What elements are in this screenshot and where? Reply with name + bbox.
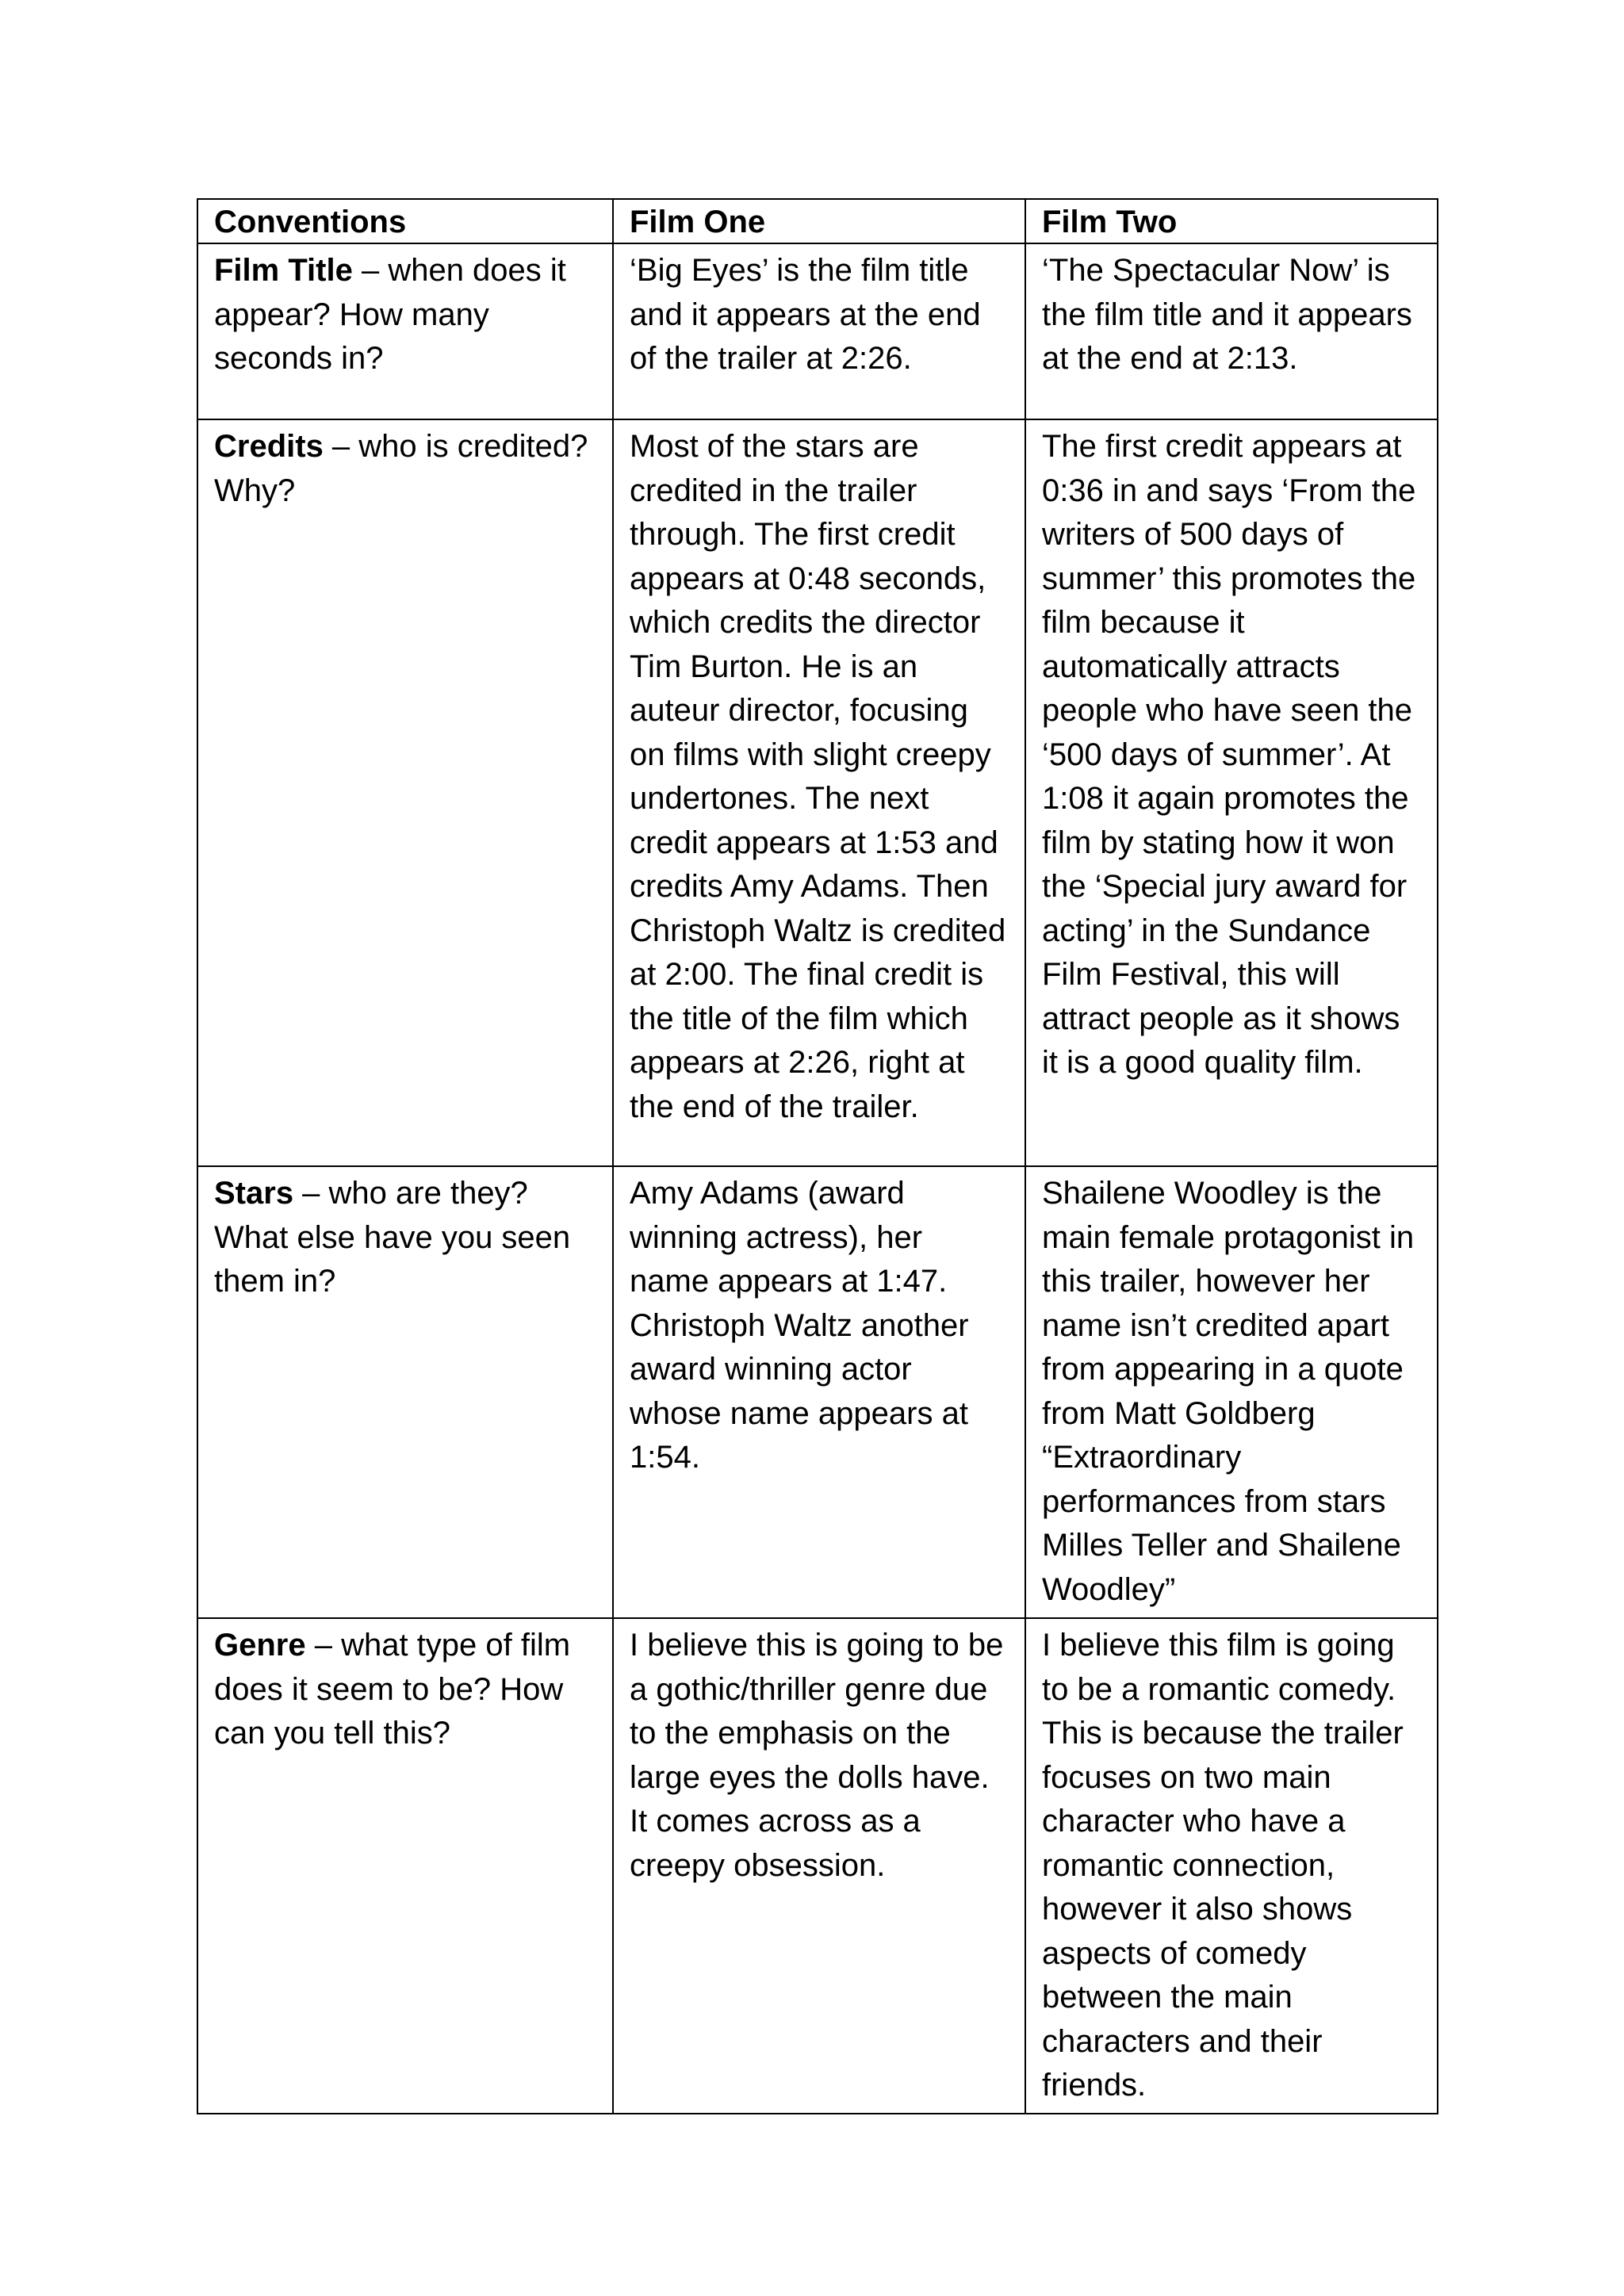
film-two-cell: The first credit appears at 0:36 in and says ‘From the writers of 500 days of summer’ this promotes the film because it automatically attracts people who have seen the ‘500 days of summer’. At 1:08 it again promotes the film by stating how it won the ‘Special jury award for acting’ in the Sundance Film Festival, this will attract people as it shows it is a good quality film. [1025,419,1438,1166]
table-row-credits [197,419,1438,1166]
header-film-one: Film One [613,199,1025,243]
film-two-cell: ‘The Spectacular Now’ is the film title and it appears at the end at 2:13. [1025,243,1438,419]
header-film-two: Film Two [1025,199,1438,243]
table-header-row [197,199,1438,243]
convention-label: Credits [214,429,324,464]
convention-label: Genre [214,1628,306,1663]
film-one-cell: I believe this is going to be a gothic/thriller genre due to the emphasis on the large eyes the dolls have. It comes across as a creepy obsession. [613,1618,1025,2114]
convention-question: – who is credited? Why? [214,429,588,508]
film-one-cell: Amy Adams (award winning actress), her name appears at 1:47. Christoph Waltz another award winning actor whose name appears at 1:54. [613,1166,1025,1618]
convention-label: Stars [214,1176,294,1211]
convention-cell [197,419,613,1166]
convention-cell [197,1618,613,2114]
convention-question: – when does it appear? How many seconds in? [214,253,566,376]
convention-cell [197,243,613,419]
film-one-cell: ‘Big Eyes’ is the film title and it appears at the end of the trailer at 2:26. [613,243,1025,419]
convention-cell [197,1166,613,1618]
convention-question: – who are they? What else have you seen them in? [214,1176,571,1299]
convention-question: – what type of film does it seem to be? How can you tell this? [214,1628,571,1751]
film-two-cell: Shailene Woodley is the main female protagonist in this trailer, however her name isn’t credited apart from appearing in a quote from Matt Goldberg “Extraordinary performances from stars Milles Teller and Shailene Woodley” [1025,1166,1438,1618]
header-conventions: Conventions [197,199,613,243]
convention-label: Film Title [214,253,353,288]
table-row-genre [197,1618,1438,2114]
film-two-cell: I believe this film is going to be a romantic comedy. This is because the trailer focuses on two main character who have a romantic connection, however it also shows aspects of comedy between the main characters and their friends. [1025,1618,1438,2114]
conventions-table [197,198,1438,2114]
film-one-cell: Most of the stars are credited in the trailer through. The first credit appears at 0:48 seconds, which credits the director Tim Burton. He is an auteur director, focusing on films with slight creepy undertones. The next credit appears at 1:53 and credits Amy Adams. Then Christoph Waltz is credited at 2:00. The final credit is the title of the film which appears at 2:26, right at the end of the trailer. [613,419,1025,1166]
table-row-film-title [197,243,1438,419]
table-row-stars [197,1166,1438,1618]
